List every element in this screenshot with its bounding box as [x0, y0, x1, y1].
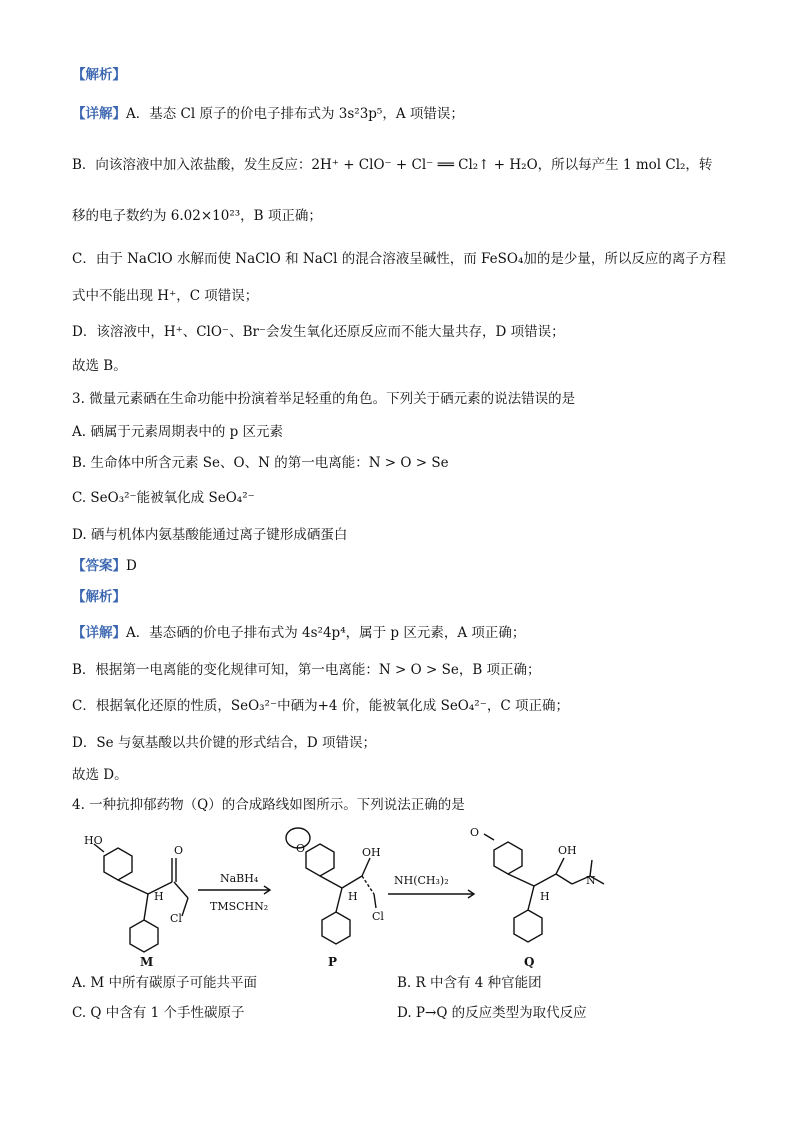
analysis-tag: 【解析】 [72, 67, 126, 83]
p-cl-label: Cl [372, 910, 384, 923]
q4-option-d: D. P→Q 的反应类型为取代反应 [397, 1005, 587, 1021]
reagent-1-bottom: TMSCHN₂ [210, 900, 269, 913]
q2-detail-a [72, 104, 464, 124]
molecule-m [94, 844, 188, 952]
m-o-label: O [174, 844, 184, 857]
reagent-2: NH(CH₃)₂ [394, 874, 449, 887]
reagent-1-top: NaBH₄ [220, 872, 259, 885]
q3-option-d: D. 硒与机体内氨基酸能通过离子键形成硒蛋白 [72, 527, 348, 543]
q3-conclusion: 故选 D。 [72, 767, 128, 783]
q4-option-a: A. M 中所有碳原子可能共平面 [72, 975, 257, 991]
q2-detail-b-line2: 移的电子数约为 6.02×10²³，B 项正确； [72, 208, 322, 224]
q3-detail-a-text: A．基态硒的价电子排布式为 4s²4p⁴，属于 p 区元素，A 项正确； [126, 625, 526, 641]
q-oh-label: OH [558, 844, 577, 857]
molecule-q [484, 834, 604, 942]
p-oh-label: OH [362, 846, 381, 859]
label-m: M [140, 955, 154, 969]
m-h-label: H [154, 890, 164, 903]
m-cl-label: Cl [170, 912, 182, 925]
q3-answer [72, 556, 137, 576]
q3-option-a: A. 硒属于元素周期表中的 p 区元素 [72, 424, 284, 440]
q3-detail-a [72, 623, 525, 643]
q-o-label: O [470, 826, 480, 839]
q2-detail-c-line1: C．由于 NaClO 水解而使 NaClO 和 NaCl 的混合溶液呈碱性，而 FeSO₄加的是少量，所以反应的离子方程 [72, 251, 726, 267]
q3-analysis-tag: 【解析】 [72, 589, 126, 605]
q2-detail-c-line2: 式中不能出现 H⁺，C 项错误； [72, 288, 259, 304]
q4-stem: 4. 一种抗抑郁药物（Q）的合成路线如图所示。下列说法正确的是 [72, 797, 465, 813]
q3-stem: 3. 微量元素硒在生命功能中扮演着举足轻重的角色。下列关于硒元素的说法错误的是 [72, 391, 576, 407]
q4-option-b: B. R 中含有 4 种官能团 [397, 975, 542, 991]
q-h-label: H [540, 890, 550, 903]
label-p: P [328, 955, 338, 969]
q3-detail-b: B．根据第一电离能的变化规律可知，第一电离能：N > O > Se，B 项正确； [72, 662, 541, 678]
q3-option-c: C. SeO₃²⁻能被氧化成 SeO₄²⁻ [72, 490, 255, 506]
q3-detail-d: D．Se 与氨基酸以共价键的形式结合，D 项错误； [72, 735, 376, 751]
q-n-label: N [586, 874, 596, 887]
q3-option-b: B. 生命体中所含元素 Se、O、N 的第一电离能：N > O > Se [72, 455, 449, 471]
q4-option-c: C. Q 中含有 1 个手性碳原子 [72, 1005, 245, 1021]
q2-detail-d: D．该溶液中，H⁺、ClO⁻、Br⁻会发生氧化还原反应而不能大量共存，D 项错误； [72, 324, 565, 340]
p-o-label: O [296, 842, 306, 855]
p-h-label: H [348, 890, 358, 903]
label-q: Q [524, 955, 535, 969]
answer-tag: 【答案】 [72, 558, 126, 574]
q2-detail-b-line1: B．向该溶液中加入浓盐酸，发生反应：2H⁺ + ClO⁻ + Cl⁻ ══ Cl₂↑ + H₂O，所以每产生 1 mol Cl₂，转 [72, 157, 713, 173]
m-ho-label: HO [84, 834, 103, 847]
q3-detail-c: C．根据氧化还原的性质，SeO₃²⁻中硒为+4 价，能被氧化成 SeO₄²⁻，C 项正确； [72, 698, 569, 714]
synthesis-route-diagram [70, 822, 630, 972]
q2-conclusion: 故选 B。 [72, 358, 127, 374]
q2-detail-a-text: A．基态 Cl 原子的价电子排布式为 3s²3p⁵，A 项错误； [126, 106, 464, 122]
q3-detail-tag: 【详解】 [72, 625, 126, 641]
detail-tag: 【详解】 [72, 106, 126, 122]
q3-answer-value: D [126, 558, 137, 574]
